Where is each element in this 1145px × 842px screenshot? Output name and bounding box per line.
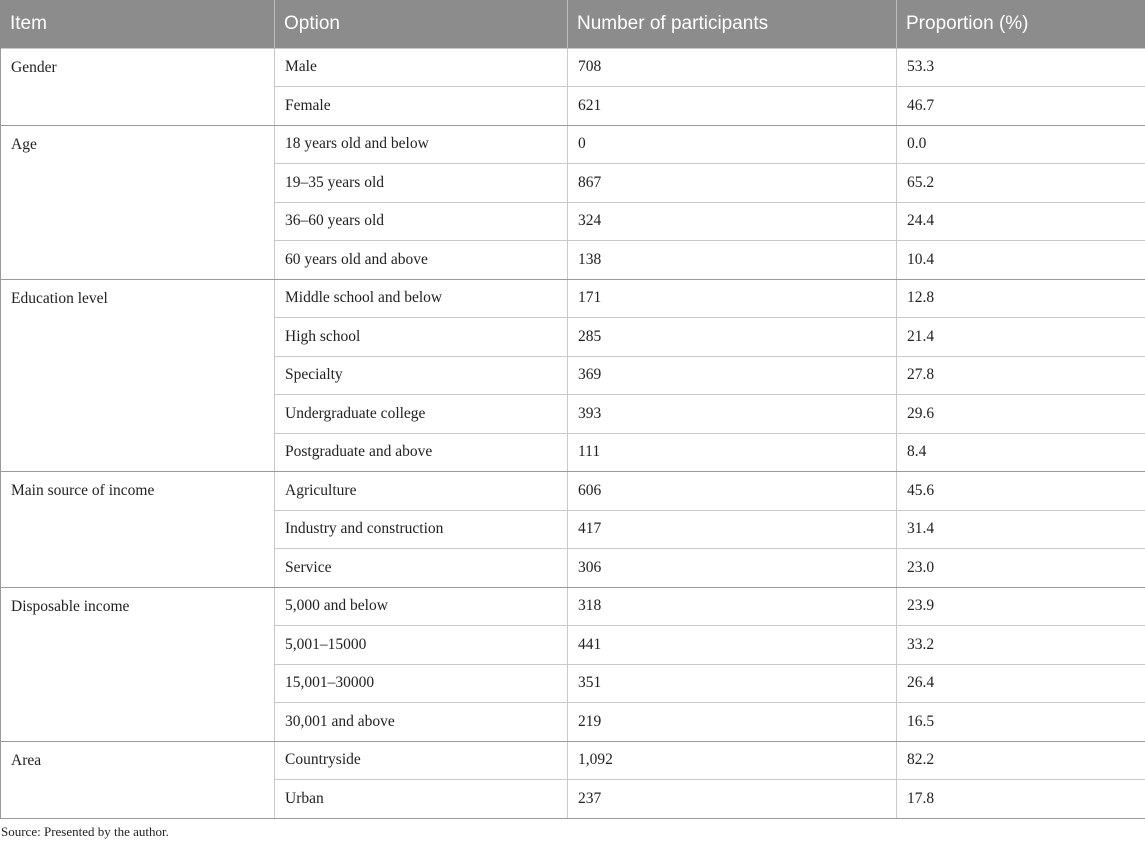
option-cell: Male: [275, 48, 568, 87]
header-item: Item: [1, 0, 275, 48]
proportion-cell: 24.4: [897, 202, 1145, 241]
participants-cell: 1,092: [568, 741, 897, 780]
proportion-cell: 53.3: [897, 48, 1145, 87]
proportion-cell: 12.8: [897, 279, 1145, 318]
participants-cell: 441: [568, 626, 897, 665]
proportion-cell: 31.4: [897, 510, 1145, 549]
participants-cell: 219: [568, 703, 897, 742]
participants-cell: 708: [568, 48, 897, 87]
table-body: [1, 48, 1145, 818]
option-cell: 30,001 and above: [275, 703, 568, 742]
participants-cell: 138: [568, 241, 897, 280]
header-number-of-participants: Number of participants: [568, 0, 897, 48]
participants-cell: 351: [568, 664, 897, 703]
participants-cell: 171: [568, 279, 897, 318]
option-cell: 15,001–30000: [275, 664, 568, 703]
participants-cell: 285: [568, 318, 897, 357]
proportion-cell: 45.6: [897, 472, 1145, 511]
option-cell: Urban: [275, 780, 568, 819]
item-cell: Disposable income: [1, 587, 275, 741]
table-row: [1, 472, 1145, 511]
header-row: [1, 0, 1145, 48]
table-row: [1, 587, 1145, 626]
participants-cell: 324: [568, 202, 897, 241]
proportion-cell: 65.2: [897, 164, 1145, 203]
proportion-cell: 8.4: [897, 433, 1145, 472]
participants-cell: 111: [568, 433, 897, 472]
option-cell: Specialty: [275, 356, 568, 395]
proportion-cell: 33.2: [897, 626, 1145, 665]
option-cell: 5,001–15000: [275, 626, 568, 665]
proportion-cell: 46.7: [897, 87, 1145, 126]
item-cell: Main source of income: [1, 472, 275, 588]
participants-cell: 306: [568, 549, 897, 588]
option-cell: Female: [275, 87, 568, 126]
option-cell: 18 years old and below: [275, 125, 568, 164]
header-proportion: Proportion (%): [897, 0, 1145, 48]
proportion-cell: 0.0: [897, 125, 1145, 164]
header-option: Option: [275, 0, 568, 48]
option-cell: Service: [275, 549, 568, 588]
proportion-cell: 26.4: [897, 664, 1145, 703]
item-cell: Education level: [1, 279, 275, 472]
option-cell: 19–35 years old: [275, 164, 568, 203]
option-cell: 36–60 years old: [275, 202, 568, 241]
proportion-cell: 27.8: [897, 356, 1145, 395]
option-cell: Industry and construction: [275, 510, 568, 549]
item-cell: Area: [1, 741, 275, 818]
participants-cell: 237: [568, 780, 897, 819]
option-cell: Countryside: [275, 741, 568, 780]
participants-cell: 606: [568, 472, 897, 511]
participants-cell: 417: [568, 510, 897, 549]
participants-cell: 369: [568, 356, 897, 395]
table-row: [1, 741, 1145, 780]
item-cell: Age: [1, 125, 275, 279]
proportion-cell: 10.4: [897, 241, 1145, 280]
table-row: [1, 125, 1145, 164]
table-row: [1, 279, 1145, 318]
option-cell: High school: [275, 318, 568, 357]
option-cell: Postgraduate and above: [275, 433, 568, 472]
source-note: Source: Presented by the author.: [1, 824, 169, 839]
option-cell: Undergraduate college: [275, 395, 568, 434]
participants-cell: 318: [568, 587, 897, 626]
participants-cell: 393: [568, 395, 897, 434]
participants-cell: 0: [568, 125, 897, 164]
proportion-cell: 21.4: [897, 318, 1145, 357]
table-row: [1, 48, 1145, 87]
option-cell: Agriculture: [275, 472, 568, 511]
proportion-cell: 16.5: [897, 703, 1145, 742]
proportion-cell: 17.8: [897, 780, 1145, 819]
option-cell: Middle school and below: [275, 279, 568, 318]
option-cell: 5,000 and below: [275, 587, 568, 626]
participants-cell: 867: [568, 164, 897, 203]
item-cell: Gender: [1, 48, 275, 125]
option-cell: 60 years old and above: [275, 241, 568, 280]
proportion-cell: 82.2: [897, 741, 1145, 780]
proportion-cell: 23.0: [897, 549, 1145, 588]
proportion-cell: 23.9: [897, 587, 1145, 626]
proportion-cell: 29.6: [897, 395, 1145, 434]
participants-cell: 621: [568, 87, 897, 126]
